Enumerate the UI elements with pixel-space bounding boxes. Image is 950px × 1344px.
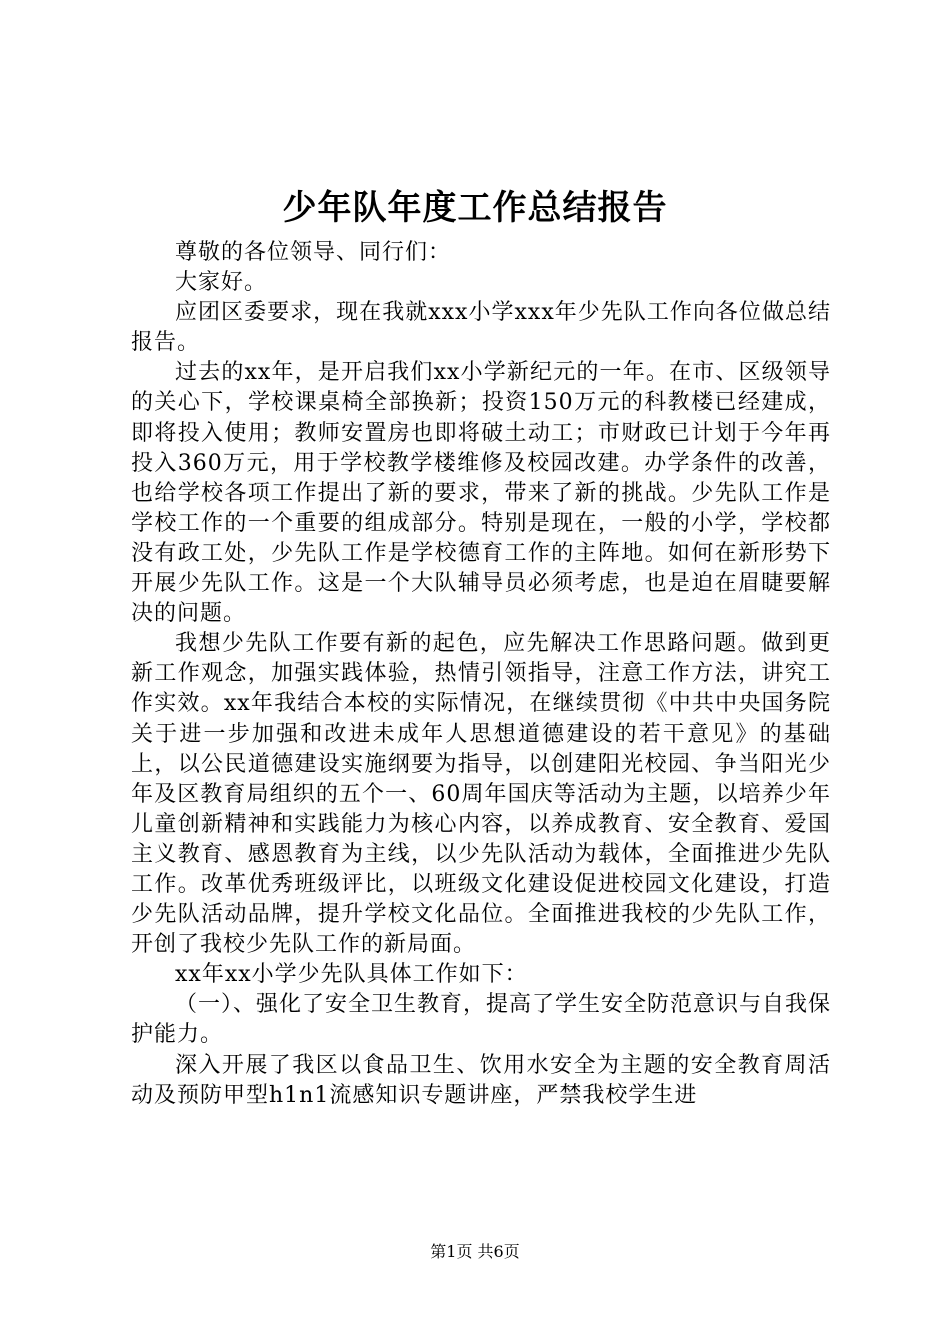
- salutation: 尊敬的各位领导、同行们：: [175, 240, 452, 265]
- body-paragraph: 过去的xx年，是开启我们xx小学新纪元的一年。在市、区级领导的关心下，学校课桌椅全部换新；投资150万元的科教楼已经建成，即将投入使用；教师安置房也即将破土动工；市财政已计划于今年再投入360万元，用于学校教学楼维修及校园改建。办学条件的改善，也给学校各项工作提出了新的要求，带来了新的挑战。少先队工作是学校工作的一个重要的组成部分。特别是现在，一般的小学，学校都没有政工处，少先队工作是学校德育工作的主阵地。如何在新形势下开展少先队工作。这是一个大队辅导员必须考虑，也是迫在眉睫要解决的问题。: [131, 360, 831, 627]
- body-paragraph: 应团区委要求，现在我就xxx小学xxx年少先队工作向各位做总结报告。: [131, 300, 831, 356]
- document-title: 少年队年度工作总结报告: [282, 188, 668, 228]
- page-footer: 第1页 共6页: [430, 1242, 520, 1261]
- greeting: 大家好。: [175, 270, 268, 296]
- body-paragraph: 深入开展了我区以食品卫生、饮用水安全为主题的安全教育周活动及预防甲型h1n1流感知识专题讲座，严禁我校学生进: [131, 1052, 831, 1108]
- body-paragraph: 我想少先队工作要有新的起色，应先解决工作思路问题。做到更新工作观念，加强实践体验，热情引领指导，注意工作方法，讲究工作实效。xx年我结合本校的实际情况，在继续贯彻《中共中央国务院关于进一步加强和改进未成年人思想道德建设的若干意见》的基础上，以公民道德建设实施纲要为指导，以创建阳光校园、争当阳光少年及区教育局组织的五个一、60周年国庆等活动为主题，以培养少年儿童创新精神和实践能力为核心内容，以养成教育、安全教育、爱国主义教育、感恩教育为主线，以少先队活动为载体，全面推进少先队工作。改革优秀班级评比，以班级文化建设促进校园文化建设，打造少先队活动品牌，提升学校文化品位。全面推进我校的少先队工作，开创了我校少先队工作的新局面。: [131, 631, 831, 958]
- document-body: [131, 238, 831, 1111]
- body-paragraph: xx年xx小学少先队具体工作如下：: [175, 962, 528, 988]
- section-heading: （一）、强化了安全卫生教育，提高了学生安全防范意识与自我保护能力。: [131, 992, 832, 1048]
